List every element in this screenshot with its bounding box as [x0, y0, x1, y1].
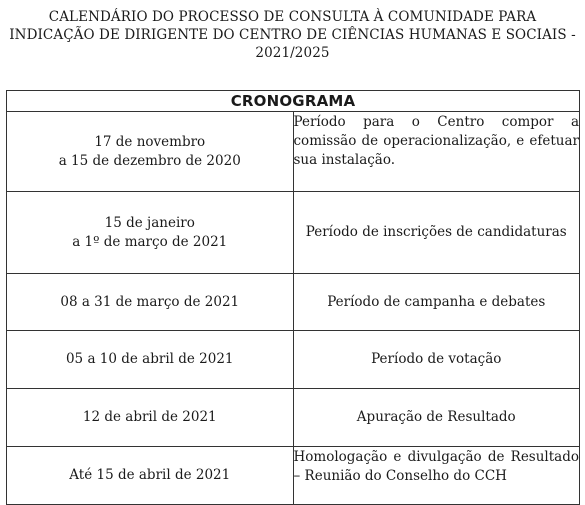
table-row — [7, 447, 580, 505]
date-text: 12 de abril de 2021 — [82, 409, 217, 425]
activity-cell: Período de votação — [293, 331, 580, 389]
date-cell — [7, 331, 294, 389]
date-text: 08 a 31 de março de 2021 — [60, 293, 240, 310]
date-cell — [7, 274, 294, 331]
table-heading: CRONOGRAMA — [7, 91, 580, 112]
date-text: 17 de novembro — [94, 133, 206, 150]
date-text: 15 de janeiro — [104, 214, 195, 231]
table-row — [7, 274, 580, 331]
activity-cell: Homologação e divulgação de Resultado – Reunião do Conselho do CCH — [293, 447, 580, 505]
date-cell — [7, 447, 294, 505]
table-row — [7, 112, 580, 192]
activity-cell: Período para o Centro compor a comissão de operacionalização, e efetuar sua instalação. — [293, 112, 580, 192]
document-title — [0, 8, 585, 62]
activity-cell: Período de campanha e debates — [293, 274, 580, 331]
date-cell — [7, 389, 294, 447]
title-line-2: INDICAÇÃO DE DIRIGENTE DO CENTRO DE CIÊNCIAS HUMANAS E SOCIAIS - — [9, 27, 576, 43]
activity-cell: Apuração de Resultado — [293, 389, 580, 447]
table-row — [7, 331, 580, 389]
table-row — [7, 192, 580, 274]
table-row — [7, 389, 580, 447]
date-cell — [7, 112, 294, 192]
date-text: a 1º de março de 2021 — [72, 233, 228, 250]
activity-cell: Período de inscrições de candidaturas — [293, 192, 580, 274]
schedule-table — [6, 90, 580, 505]
title-line-1: CALENDÁRIO DO PROCESSO DE CONSULTA À COMUNIDADE PARA — [48, 9, 537, 25]
title-line-3: 2021/2025 — [255, 45, 330, 61]
date-text: 05 a 10 de abril de 2021 — [65, 351, 234, 367]
table-header-row — [7, 91, 580, 112]
date-text: Até 15 de abril de 2021 — [69, 467, 231, 483]
date-cell — [7, 192, 294, 274]
date-text: a 15 de dezembro de 2020 — [58, 152, 241, 169]
